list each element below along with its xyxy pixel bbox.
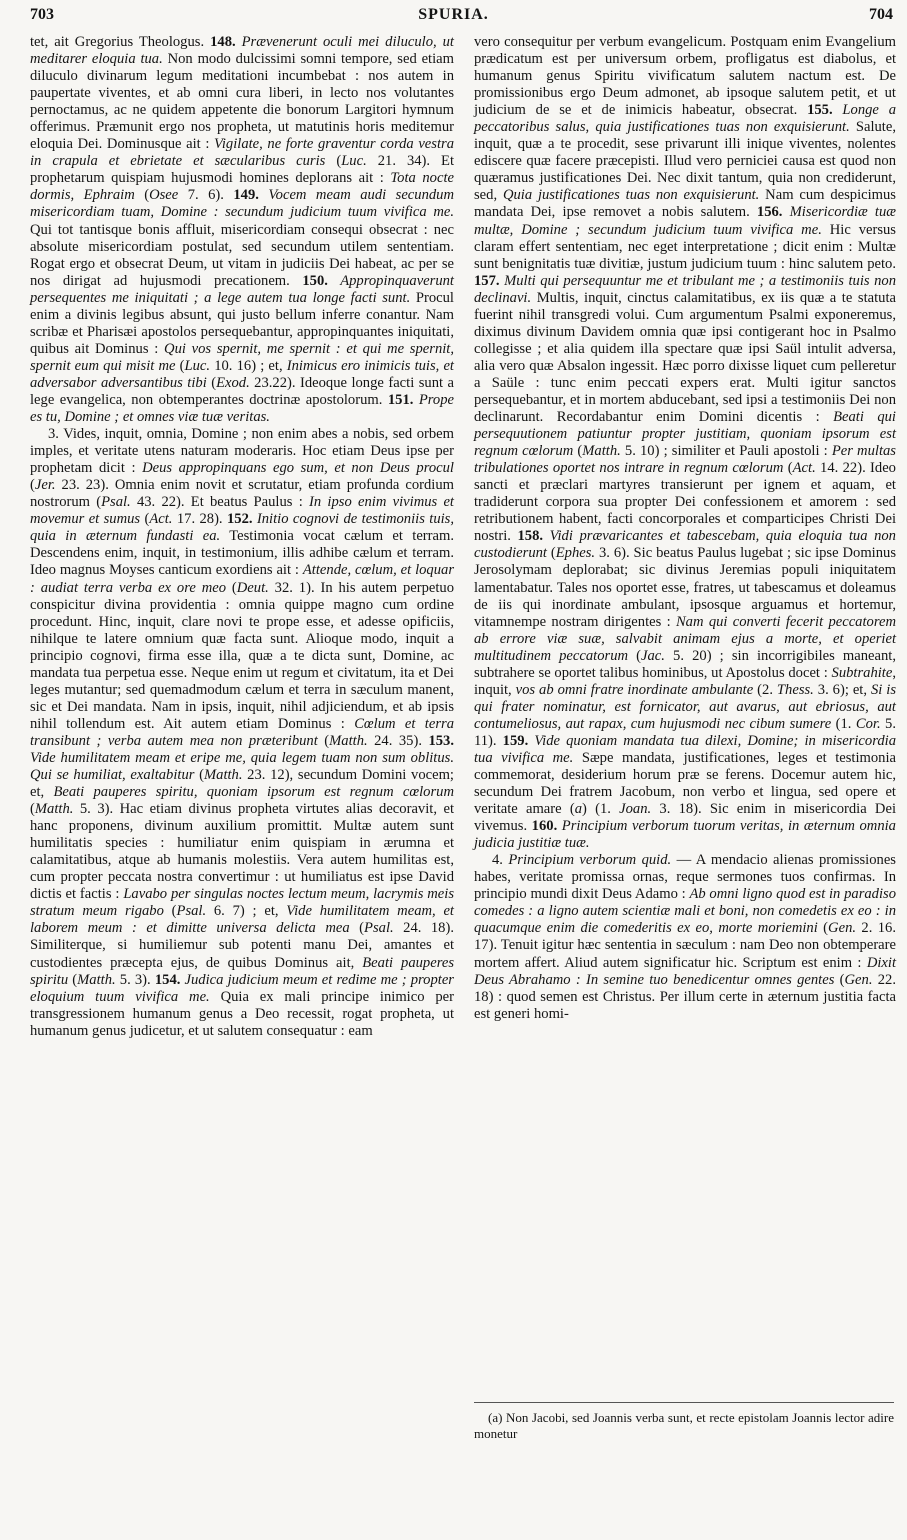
- citation: Deut.: [236, 579, 269, 596]
- quotation: Quia justificationes tuas non exquisierunt.: [502, 187, 760, 204]
- running-header: [0, 4, 907, 30]
- citation: Psal.: [176, 903, 207, 920]
- citation: Exod.: [216, 374, 250, 391]
- quotation: Tota nocte dormis, Ephraim: [30, 170, 454, 204]
- page-number-left: 703: [30, 6, 54, 23]
- verse-number: 156.: [756, 204, 783, 221]
- quotation: Dixit Deus Abrahamo : In semine tuo benedicentur omnes gentes: [474, 954, 896, 988]
- verse-number: 158.: [517, 528, 544, 545]
- verse-quote: Vocem meam audi secundum misericordiam tuam, Domine : secundum judicium tuum vivifica me.: [30, 187, 454, 221]
- verse-number: 160.: [531, 818, 558, 835]
- verse-number: 159.: [502, 732, 529, 749]
- paragraph: 3. Vides, inquit, omnia, Domine ; non enim abes a nobis, sed orbem imples, et veritate utens naturam moderaris. Hoc etiam Deus ipse per prophetam dicit : Deus appropinquans ego sum, et non Deus procul (Jer. 23. 23). Omnia enim novit et scrutatur, etiam profunda cordium nostrorum (Psal. 43. 22). Et beatus Paulus : In ipso enim vivimus et movemur et sumus (Act. 17. 28). 152. Initio cognovi de testimoniis tuis, quia in æternum fundasti ea. Testimonia vocat cælum et terram. Descendens enim, inquit, in testimonium, illis adhibe cælum et terram. Ideo magnus Moyses canticum exordiens ait : Attende, cœlum, et loquar : audiat terra verba ex ore meo (Deut. 32. 1). In his autem perpetuo conspicitur divina providentia : omnia quippe magno cum ordine procedunt. Hinc, inquit, clare novi te prope esse, et adesse opificiis, nihilque te latere omnium quæ facta sunt. Alioque modo, inquit a principio cognovi, firma esse illa, quæ a te dicta sunt, Domine, ac mandata tua perpetua esse. Neque enim ut regum et civitatum, ita et Dei leges mutantur; sed quemadmodum cælum et terra in sæculum manent, sic et Dei mandata. Nam in ipsis, inquit, nihil adjiciendum, et ab ipsis nihil tollendum est. Ait autem etiam Dominus : Cœlum et terra transibunt ; verba autem mea non præteribunt (Matth. 24. 35). 153. Vide humilitatem meam et eripe me, quia legem tuam non sum oblitus. Qui se humiliat, exaltabitur (Matth. 23. 12), secundum Domini vocem; et, Beati pauperes spiritu, quoniam ipsorum est regnum cœlorum (Matth. 5. 3). Hac etiam divinus propheta virtutes alias decoravit, et hanc proponens, divinum auxilium promittit. Multæ autem sunt humilitatis species : humiliatur enim quispiam in ærumna et calamitatibus, atque ab humanis molestiis. Vera autem humilitas est, cum propter peccata nostra convertimur : ut humiliatus est ipse David dictis et factis : Lavabo per singulas noctes lectum meum, lacrymis meis stratum meum rigabo (Psal. 6. 7) ; et, Vide humilitatem meam, et laborem meum : et dimitte universa delicta mea (Psal. 24. 18). Similiterque, si humiliemur sub potenti manu Dei, amantes et custodientes præcepta ejus, de quibus Dominus ait, Beati pauperes spiritu (Matth. 5. 3). 154. Judica judicium meum et redime me ; propter eloquium tuum vivifica me. Quia ex mali principe inimico per transgressionem humanum genus a Deo recessit, rogat propheta, ut humanum genus judicetur, et ut salutem consequatur : eam: [30, 426, 455, 1039]
- quotation: Deus appropinquans ego sum, et non Deus procul: [142, 460, 454, 477]
- citation: Matth.: [582, 443, 621, 460]
- quotation: In ipso enim vivimus et movemur et sumus: [30, 494, 454, 528]
- quotation: Lavabo per singulas noctes lectum meum, lacrymis meis stratum meum rigabo: [30, 886, 455, 920]
- verse-quote: Vide humilitatem meam et eripe me, quia legem tuam non sum oblitus.: [30, 749, 454, 766]
- quotation: Inimicus ero inimicis tuis, et adversabor adversantibus tibi: [30, 357, 454, 391]
- citation: Osee: [149, 187, 179, 204]
- quotation: Vigilate, ne forte graventur corda vestra in crapula et ebrietate et sæcularibus curis: [30, 136, 454, 170]
- quotation: Attende, cœlum, et loquar : audiat terra verba ex ore meo: [30, 562, 455, 596]
- quotation: Qui vos spernit, me spernit : et qui me spernit, spernit eum qui misit me: [30, 340, 454, 374]
- paragraph: vero consequitur per verbum evangelicum. Postquam enim Evangelium prædicatum est per universum orbem, profligatus est diabolus, et humanum genus Spiritu vivificatum salutem nactum est. De promissionibus ergo Deum admonet, ab ipsoque salutem petit, et ut judicium de se et de inimicis habeatur, obsecrat. 155. Longe a peccatoribus salus, quia justificationes tuas non exquisierunt. Salute, inquit, quæ a te procedit, sese privarunt illi inique viventes, nolentes ediscere quæ facere præcepisti. Illud vero perniciei causa est quod non quæramus justificationes Dei. Nec dixit tantum, quia non crediderunt, sed, Quia justificationes tuas non exquisierunt. Nam cum despicimus mandata Dei, ipse removet a nobis salutem. 156. Misericordiæ tuæ multæ, Domine ; secundum judicium tuum vivifica me. Hic versus claram effert sententiam, nec eget interpretatione ; dicit enim : Multæ sunt benignitatis tuæ divitiæ, justum judicium tuum : hinc salutem peto. 157. Multi qui persequuntur me et tribulant me ; a testimoniis tuis non declinavi. Multis, inquit, cinctus calamitatibus, ex iis quæ a te statuta fuerint nihil transgredi volui. Cum argumentum Psalmi exponeremus, diximus divinum Davidem omnia quæ ipsi contigerant hoc in Psalmo collegisse ; et alia quidem illa spectare quæ ipsi Saül intulit adversa, alia vero quæ Absalon ingessit. Hæc porro dixisse liquet cum pelleretur a Saüle : tunc enim peccati expers erat. Multi igitur sanctos persequebantur, et in mortem abducebant, sed ipsi a testimoniis Dei non declinarunt. Recordabantur enim Domini dicentis : Beati qui persequutionem patiuntur propter justitiam, quoniam ipsorum est regnum cœlorum (Matth. 5. 10) ; similiter et Pauli apostoli : Per multas tribulationes oportet nos intrare in regnum cœlorum (Act. 14. 22). Ideo sancti et præclari martyres transierunt per ignem et aquam, et tradiderunt corpora sua propter Dei confessionem et amorem : sed retributionem habent, facti concorporales et comparticipes Christi Dei nostri. 158. Vidi prævaricantes et tabescebam, quia eloquia tua non custodierunt (Ephes. 3. 6). Sic beatus Paulus lugebat ; sic ipse Dominus Jerosolymam deplorabat; sic divinus Jeremias populi iniquitatem lamentabatur. Tales nos oportet esse, fratres, ut tabescamus et doleamus de iis qui inordinate ambulant, ipsosque arguamus et hortemur, vitamnempe nostram dirigentes : Nam qui converti fecerit peccatorem ab errore viæ suæ, salvabit animam ejus a morte, et operiet multitudinem peccatorum (Jac. 5. 20) ; sin incorrigibiles maneant, subtrahere se oportet talibus hominibus, ut Apostolus docet : Subtrahite, inquit, vos ab omni fratre inordinate ambulante (2. Thess. 3. 6); et, Si is qui frater nominatur, est fornicator, aut avarus, aut ebriosus, aut contumeliosus, aut rapax, cum hujusmodi nec cibum sumere (1. Cor. 5. 11). 159. Vide quoniam mandata tua dilexi, Domine; in misericordia tua vivifica me. Sæpe mandata, justificationes, leges et testimonia commemorat, desiderium horum præ se ferens. Docemur autem hic, secundum Dei fratrem Jacobum, non verbo et lingua, sed opere et veritate amare (a) (1. Joan. 3. 18). Sic enim in misericordia Dei vivemus. 160. Principium verborum tuorum veritas, in æternum omnia judicia justitiæ tuæ.: [474, 34, 897, 852]
- citation: Act.: [792, 460, 816, 477]
- verse-number: 150.: [302, 272, 328, 289]
- footnote-text: (a) Non Jacobi, sed Joannis verba sunt, et recte epistolam Joannis lector adire monetur: [474, 1410, 894, 1441]
- verse-quote: Judica judicium meum et redime me ; propter eloquium tuum vivifica me.: [30, 971, 454, 1005]
- verse-number: 155.: [807, 102, 833, 119]
- verse-number: 152.: [226, 511, 253, 528]
- citation: Cor.: [855, 715, 881, 732]
- verse-quote: Initio cognovi de testimoniis tuis, quia in æternum fundasti ea.: [30, 511, 454, 545]
- citation: Matth.: [77, 971, 116, 988]
- verse-quote: Appropinquaverunt persequentes me iniquitati ; a lege autem tua longe facti sunt.: [30, 272, 454, 306]
- citation: Psal.: [101, 494, 131, 511]
- paragraph: 4. Principium verborum quid. — A mendacio alienas promissiones habes, veritate promissa ornas, reque sermones tuos confirmas. In principio mundi dixit Deus Adamo : Ab omni ligno quod est in paradiso comedes : a ligno autem scientiæ mali et boni, non comedetis ex eo : in quacumque enim die comederitis ex eo, morte moriemini (Gen. 2. 16. 17). Tenuit igitur hæc sententia in sæculum : nam Deo non obtemperare mortem affert. Aliud autem significatur hic. Scriptum est enim : Dixit Deus Abrahamo : In semine tuo benedicentur omnes gentes (Gen. 22. 18) : quod semen est Christus. Per illum certe in æternum justitia facta est generi homi-: [474, 852, 896, 1022]
- right-column: [474, 34, 896, 1023]
- citation: Matth.: [329, 732, 368, 749]
- citation: Gen.: [828, 920, 857, 937]
- verse-number: 153.: [428, 732, 454, 749]
- verse-quote: Principium verborum tuorum veritas, in æternum omnia judicia justitiæ tuæ.: [474, 818, 896, 852]
- quotation: Beati pauperes spiritu, quoniam ipsorum est regnum cœlorum: [53, 784, 454, 801]
- footnote-divider: [474, 1402, 894, 1403]
- quotation: Ab omni ligno quod est in paradiso comedes : a ligno autem scientiæ mali et boni, non comedetis ex eo : in quacumque enim die comederitis ex eo, morte moriemini: [474, 886, 896, 937]
- quotation: Vide humilitatem meam, et laborem meum : et dimitte universa delicta mea: [30, 903, 454, 937]
- footnote-reference[interactable]: a: [574, 801, 583, 818]
- paragraph: tet, ait Gregorius Theologus. 148. Prævenerunt oculi mei diluculo, ut meditarer eloquia tua. Non modo dulcissimi somni tempore, sed etiam diluculo divinarum legum meditationi incumbebat : nos autem in paupertate viventes, et ab omni cura liberi, in lecto nos volutantes pernoctamus, ac ne quidem appetente die bonorum Largitori hymnum offerimus. Præmunit ergo nos propheta, ut matutinis horis meditemur eloquia Dei. Dominusque ait : Vigilate, ne forte graventur corda vestra in crapula et ebrietate et sæcularibus curis (Luc. 21. 34). Et prophetarum quispiam hujusmodi homines deplorans ait : Tota nocte dormis, Ephraim (Osee 7. 6). 149. Vocem meam audi secundum misericordiam tuam, Domine : secundum judicium tuum vivifica me. Qui tot tantisque bonis affluit, misericordiam consequi obsecrat : nec absolute misericordiam postulat, sed secundum utilem sententiam. Rogat ergo et obsecrat Deum, ut vitam in judiciis Dei habeat, ac per se nos dirigat ad hujusmodi precationem. 150. Appropinquaverunt persequentes me iniquitati ; a lege autem tua longe facti sunt. Procul enim a divinis legibus absunt, qui justo bellum inferre conantur. Nam scribæ et Pharisæi apostolos persequebantur, appropinquantes iniquitati, quibus ait Dominus : Qui vos spernit, me spernit : et qui me spernit, spernit eum qui misit me (Luc. 10. 16) ; et, Inimicus ero inimicis tuis, et adversabor adversantibus tibi (Exod. 23.22). Ideoque longe facti sunt a lege evangelica, non obtemperantes doctrinæ apostolorum. 151. Prope es tu, Domine ; et omnes viæ tuæ veritas.: [30, 34, 455, 426]
- citation: Joan.: [619, 801, 652, 818]
- verse-number: 157.: [474, 272, 500, 289]
- footnote: [474, 1410, 894, 1441]
- verse-quote: Vidi prævaricantes et tabescebam, quia eloquia tua non custodierunt: [474, 528, 896, 562]
- verse-number: 148.: [210, 34, 236, 50]
- verse-quote: Longe a peccatoribus salus, quia justificationes tuas non exquisierunt.: [474, 102, 896, 136]
- verse-quote: Multi qui persequuntur me et tribulant me ; a testimoniis tuis non declinavi.: [474, 272, 896, 306]
- verse-number: 154.: [154, 971, 181, 988]
- citation: Jac.: [641, 647, 665, 664]
- running-title: SPURIA.: [418, 6, 489, 23]
- citation: Gen.: [844, 971, 873, 988]
- page-number-right: 704: [869, 6, 893, 23]
- section-heading: Principium verborum quid.: [502, 852, 672, 869]
- citation: Luc.: [341, 153, 367, 170]
- quotation: Beati qui persequutionem patiuntur propter justitiam, quoniam ipsorum est regnum cœlorum: [474, 409, 896, 460]
- verse-number: 151.: [387, 391, 414, 408]
- quotation: Subtrahite: [831, 664, 893, 681]
- quotation: Beati pauperes spiritu: [30, 954, 454, 988]
- footnote-mark: (a): [488, 1410, 503, 1425]
- verse-quote: Misericordiæ tuæ multæ, Domine ; secundum judicium tuum vivifica me.: [474, 204, 897, 238]
- verse-quote: Prævenerunt oculi mei diluculo, ut meditarer eloquia tua.: [30, 34, 454, 68]
- citation: Ephes.: [555, 545, 596, 562]
- verse-quote: Vide quoniam mandata tua dilexi, Domine; in misericordia tua vivifica me.: [474, 732, 896, 766]
- quotation: Per multas tribulationes oportet nos intrare in regnum cœlorum: [474, 443, 896, 477]
- quotation: Si is qui frater nominatur, est fornicator, aut avarus, aut ebriosus, aut contumeliosus, aut rapax, cum hujusmodi nec cibum sumere: [474, 681, 897, 732]
- citation: Jer.: [34, 477, 56, 494]
- verse-quote: Prope es tu, Domine ; et omnes viæ tuæ veritas.: [30, 391, 454, 426]
- citation: Matth.: [203, 767, 243, 784]
- verse-number: 149.: [233, 187, 259, 204]
- quotation: Cœlum et terra transibunt ; verba autem mea non præteribunt: [30, 715, 454, 749]
- citation: Psal.: [364, 920, 394, 937]
- citation: Thess.: [776, 681, 814, 698]
- section-number: 4.: [492, 852, 503, 869]
- citation: Luc.: [184, 357, 211, 374]
- quotation: Nam qui converti fecerit peccatorem ab errore viæ suæ, salvabit animam ejus a morte, et operiet multitudinem peccatorum: [474, 613, 896, 664]
- quotation: Qui se humiliat, exaltabitur: [30, 767, 195, 784]
- left-column: [30, 34, 454, 1040]
- citation: Act.: [149, 511, 173, 528]
- quotation: vos ab omni fratre inordinate ambulante: [515, 681, 754, 698]
- citation: Matth.: [34, 801, 74, 818]
